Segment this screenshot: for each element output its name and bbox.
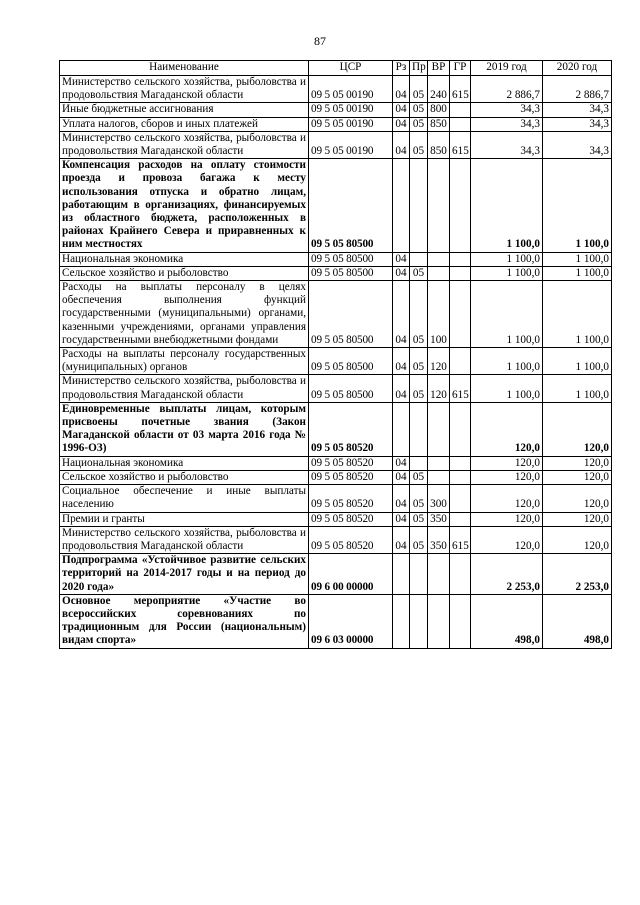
cell-gr [450,266,471,280]
header-gr: ГР [450,61,471,76]
cell-pr [410,594,428,648]
cell-2019: 120,0 [471,526,543,553]
cell-name: Иные бюджетные ассигнования [60,103,309,117]
cell-2019: 1 100,0 [471,281,543,348]
table-row [60,252,612,266]
cell-rz: 04 [393,131,410,158]
cell-gr [450,512,471,526]
cell-rz: 04 [393,470,410,484]
cell-rz: 04 [393,117,410,131]
cell-gr: 615 [450,131,471,158]
cell-2020: 34,3 [543,103,612,117]
cell-csr: 09 6 03 00000 [309,594,393,648]
cell-pr [410,159,428,252]
cell-pr: 05 [410,375,428,402]
cell-vr: 240 [428,76,450,103]
table-row [60,375,612,402]
cell-rz: 04 [393,526,410,553]
cell-gr [450,103,471,117]
cell-2020: 2 253,0 [543,554,612,595]
table-row [60,402,612,456]
cell-2020: 34,3 [543,131,612,158]
table-row [60,159,612,252]
cell-name: Основное мероприятие «Участие во всероссийских соревнованиях по традиционным для России (национальным) видам спорта» [60,594,309,648]
cell-rz: 04 [393,252,410,266]
table-header-row [60,61,612,76]
cell-2020: 1 100,0 [543,348,612,375]
cell-csr: 09 5 05 80500 [309,159,393,252]
cell-rz: 04 [393,103,410,117]
header-pr: Пр [410,61,428,76]
cell-rz: 04 [393,348,410,375]
cell-vr [428,594,450,648]
cell-2019: 34,3 [471,131,543,158]
cell-pr: 05 [410,526,428,553]
table-row [60,594,612,648]
table-row [60,266,612,280]
cell-gr [450,348,471,375]
cell-gr [450,117,471,131]
cell-pr: 05 [410,103,428,117]
cell-gr [450,252,471,266]
cell-2020: 34,3 [543,117,612,131]
cell-csr: 09 5 05 80520 [309,512,393,526]
cell-2019: 120,0 [471,512,543,526]
cell-2020: 1 100,0 [543,281,612,348]
cell-csr: 09 5 05 80520 [309,470,393,484]
cell-2020: 498,0 [543,594,612,648]
table-row [60,117,612,131]
cell-name: Сельское хозяйство и рыболовство [60,470,309,484]
cell-csr: 09 5 05 80500 [309,348,393,375]
cell-rz: 04 [393,485,410,512]
cell-gr [450,554,471,595]
cell-vr [428,252,450,266]
cell-vr [428,402,450,456]
table-row [60,512,612,526]
header-name: Наименование [60,61,309,76]
cell-2019: 1 100,0 [471,252,543,266]
cell-2020: 1 100,0 [543,375,612,402]
cell-gr: 615 [450,526,471,553]
table-row [60,456,612,470]
table-body [60,76,612,649]
cell-csr: 09 5 05 80500 [309,252,393,266]
budget-table [59,60,612,649]
cell-2019: 2 253,0 [471,554,543,595]
cell-pr: 05 [410,117,428,131]
cell-name: Компенсация расходов на оплату стоимости проезда и провоза багажа к месту использования отпуска и обратно лицам, работающим в организациях, финансируемых из областного бюджета, расположенных в районах Крайнего Севера и приравненных к ним местностях [60,159,309,252]
cell-name: Единовременные выплаты лицам, которым присвоены почетные звания (Закон Магаданской области от 03 марта 2016 года № 1996-ОЗ) [60,402,309,456]
cell-rz: 04 [393,375,410,402]
cell-name: Министерство сельского хозяйства, рыболовства и продовольствия Магаданской области [60,76,309,103]
cell-2019: 1 100,0 [471,159,543,252]
cell-name: Расходы на выплаты персоналу государственных (муниципальных) органов [60,348,309,375]
cell-2019: 34,3 [471,117,543,131]
cell-gr: 615 [450,76,471,103]
table-row [60,131,612,158]
cell-vr [428,266,450,280]
cell-name: Социальное обеспечение и иные выплаты населению [60,485,309,512]
cell-csr: 09 5 05 80520 [309,526,393,553]
cell-vr: 850 [428,131,450,158]
cell-2020: 1 100,0 [543,252,612,266]
cell-csr: 09 5 05 00190 [309,131,393,158]
cell-pr: 05 [410,512,428,526]
cell-vr: 800 [428,103,450,117]
cell-pr [410,554,428,595]
cell-2019: 120,0 [471,470,543,484]
cell-name: Министерство сельского хозяйства, рыболовства и продовольствия Магаданской области [60,526,309,553]
cell-vr [428,554,450,595]
cell-csr: 09 5 05 00190 [309,117,393,131]
cell-vr [428,456,450,470]
cell-csr: 09 5 05 80520 [309,485,393,512]
cell-2019: 1 100,0 [471,348,543,375]
cell-gr [450,402,471,456]
cell-rz [393,594,410,648]
cell-gr: 615 [450,375,471,402]
cell-csr: 09 5 05 80500 [309,281,393,348]
cell-2020: 1 100,0 [543,266,612,280]
cell-name: Национальная экономика [60,456,309,470]
cell-2020: 120,0 [543,470,612,484]
cell-vr: 300 [428,485,450,512]
cell-csr: 09 5 05 80500 [309,375,393,402]
cell-rz: 04 [393,281,410,348]
cell-gr [450,485,471,512]
cell-csr: 09 5 05 00190 [309,103,393,117]
table-row [60,76,612,103]
cell-vr: 120 [428,375,450,402]
cell-2019: 498,0 [471,594,543,648]
cell-2020: 120,0 [543,402,612,456]
cell-csr: 09 5 05 80520 [309,456,393,470]
cell-2020: 120,0 [543,512,612,526]
cell-csr: 09 5 05 80520 [309,402,393,456]
cell-2020: 1 100,0 [543,159,612,252]
cell-name: Сельское хозяйство и рыболовство [60,266,309,280]
cell-2019: 1 100,0 [471,375,543,402]
cell-pr: 05 [410,485,428,512]
cell-gr [450,594,471,648]
cell-pr: 05 [410,348,428,375]
table-row [60,485,612,512]
cell-csr: 09 6 00 00000 [309,554,393,595]
cell-name: Расходы на выплаты персоналу в целях обеспечения выполнения функций государственными (муниципальными) органами, казенными учреждениями, органами управления государственными внебюджетными фондами [60,281,309,348]
cell-vr: 120 [428,348,450,375]
cell-name: Уплата налогов, сборов и иных платежей [60,117,309,131]
cell-gr [450,456,471,470]
cell-2019: 34,3 [471,103,543,117]
cell-name: Премии и гранты [60,512,309,526]
table-row [60,348,612,375]
cell-pr: 05 [410,281,428,348]
cell-gr [450,159,471,252]
header-2019: 2019 год [471,61,543,76]
cell-pr: 05 [410,131,428,158]
cell-rz: 04 [393,266,410,280]
cell-csr: 09 5 05 80500 [309,266,393,280]
cell-vr: 350 [428,526,450,553]
cell-vr [428,159,450,252]
cell-vr: 350 [428,512,450,526]
header-vr: ВР [428,61,450,76]
cell-csr: 09 5 05 00190 [309,76,393,103]
cell-pr [410,456,428,470]
cell-rz: 04 [393,76,410,103]
cell-rz: 04 [393,512,410,526]
cell-2019: 2 886,7 [471,76,543,103]
cell-rz: 04 [393,456,410,470]
table-row [60,470,612,484]
header-rz: Рз [393,61,410,76]
table-row [60,554,612,595]
cell-2019: 120,0 [471,402,543,456]
header-csr: ЦСР [309,61,393,76]
cell-gr [450,281,471,348]
cell-name: Национальная экономика [60,252,309,266]
cell-2019: 1 100,0 [471,266,543,280]
cell-vr [428,470,450,484]
cell-rz [393,554,410,595]
cell-2019: 120,0 [471,456,543,470]
cell-pr: 05 [410,470,428,484]
cell-2019: 120,0 [471,485,543,512]
table-row [60,103,612,117]
cell-2020: 120,0 [543,456,612,470]
table-row [60,526,612,553]
cell-rz [393,159,410,252]
cell-rz [393,402,410,456]
cell-pr [410,252,428,266]
cell-pr [410,402,428,456]
cell-name: Подпрограмма «Устойчивое развитие сельских территорий на 2014-2017 годы и на период до 2020 года» [60,554,309,595]
cell-vr: 850 [428,117,450,131]
page-number: 87 [314,34,326,48]
cell-pr: 05 [410,266,428,280]
table-row [60,281,612,348]
cell-2020: 120,0 [543,485,612,512]
cell-pr: 05 [410,76,428,103]
header-2020: 2020 год [543,61,612,76]
cell-name: Министерство сельского хозяйства, рыболовства и продовольствия Магаданской области [60,131,309,158]
cell-vr: 100 [428,281,450,348]
cell-name: Министерство сельского хозяйства, рыболовства и продовольствия Магаданской области [60,375,309,402]
cell-2020: 120,0 [543,526,612,553]
cell-2020: 2 886,7 [543,76,612,103]
cell-gr [450,470,471,484]
